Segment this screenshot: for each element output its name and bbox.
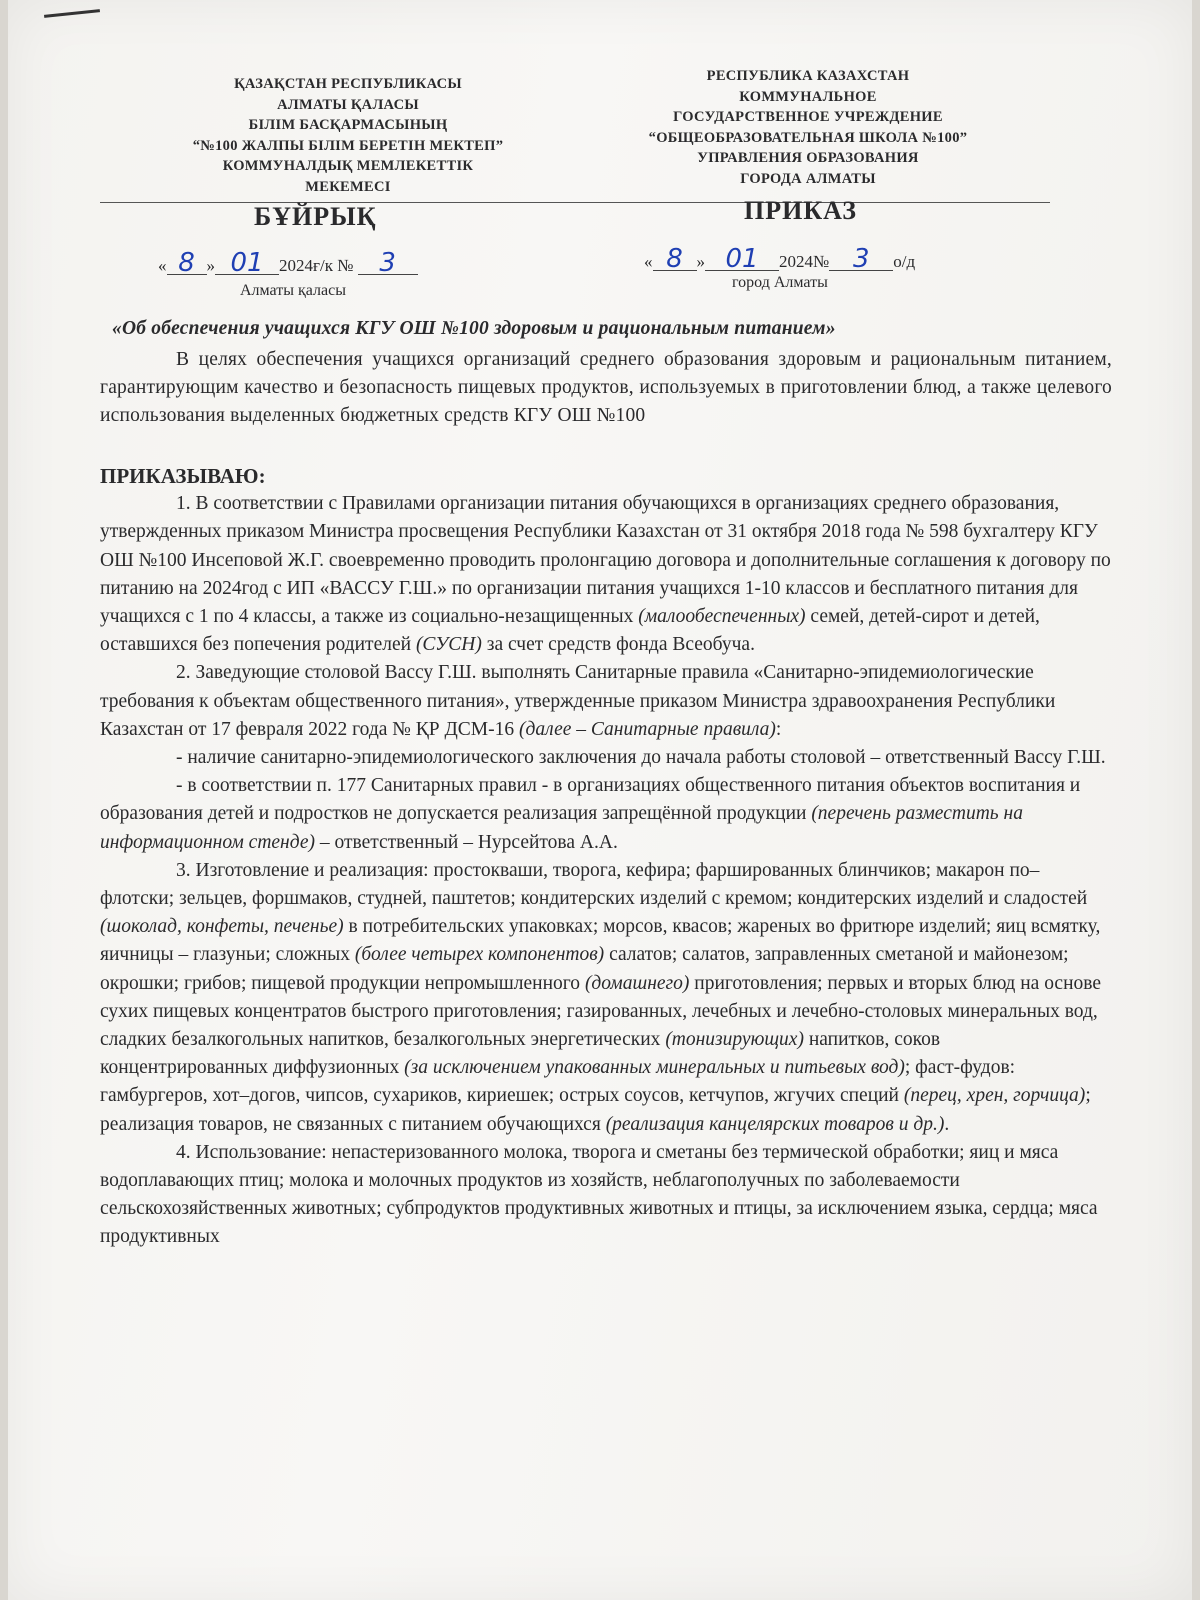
handwritten-day: 8 <box>167 252 207 275</box>
italic-span: (СУСН) <box>415 634 482 656</box>
header-russian-line: ГОСУДАРСТВЕННОЕ УЧРЕЖДЕНИЕ <box>673 109 943 125</box>
header-divider <box>100 202 1050 203</box>
paragraph-2 <box>100 659 1112 744</box>
doc-kind-russian: ПРИКАЗ <box>744 196 858 225</box>
text-span: напитков, соков концентрированных диффузионных <box>100 1029 941 1079</box>
pen-mark <box>44 9 100 18</box>
handwritten-number: 3 <box>829 248 893 271</box>
header-kazakh-line: КОММУНАЛДЫҚ МЕМЛЕКЕТТІК <box>222 158 474 174</box>
order-body <box>100 462 1112 1252</box>
open-quote: « <box>644 252 653 271</box>
close-quote: » <box>206 256 215 275</box>
paragraph-2-item-1: - наличие санитарно-эпидемиологического заключения до начала работы столовой – ответственный Вассу Г.Ш. <box>176 747 1106 769</box>
handwritten-month: 01 <box>705 248 779 271</box>
order-title: «Об обеспечения учащихся КГУ ОШ №100 здоровым и рациональным питанием» <box>112 318 836 339</box>
year-suffix: 2024ғ/к № <box>279 256 354 275</box>
order-number-kazakh <box>158 248 418 278</box>
header-kazakh-line: АЛМАТЫ ҚАЛАСЫ <box>277 96 419 113</box>
italic-span: (за исключением упакованных минеральных и питьевых вод) <box>404 1057 905 1079</box>
italic-span: (более четырех компонентов) <box>354 944 605 966</box>
intro-paragraph <box>100 346 1112 431</box>
text-span: в потребительских упаковках; морсов, квасов; жареных во фритюре изделий; яиц всмятку, яичницы – глазуньи; сложных <box>100 916 1101 966</box>
header-russian-line: РЕСПУБЛИКА КАЗАХСТАН <box>706 68 910 84</box>
header-kazakh-line: БІЛІМ БАСҚАРМАСЫНЫҢ <box>248 117 448 133</box>
intro-text: В целях обеспечения учащихся организаций среднего образования здоровым и рациональным питанием, гарантирующим качество и безопасность пищевых продуктов, используемых в приготовлении блюд, а также целевого использования выделенных бюджетных средств КГУ ОШ №100 <box>100 349 1112 427</box>
text-span: 1. В соответствии с Правилами организации питания обучающихся в организациях среднего образования, утвержденных приказом Министра просвещения Республики Казахстан от 31 октября 2018 года № 598 бухгалтеру КГУ ОШ №100 Инсеповой Ж.Г. своевременно проводить пролонгацию договора и дополнительные соглашения к договору по питанию на 2024год с ИП «ВАССУ Г.Ш.» по организации питания учащихся 1-10 классов и бесплатного питания для учащихся с 1 по 4 классы, а также из социально-незащищенных <box>100 493 1111 628</box>
italic-span: (домашнего) <box>584 972 690 994</box>
text-span: семей, детей-сирот и детей, оставшихся без попечения родителей <box>100 606 1040 656</box>
text-span: 2. Заведующие столовой Вассу Г.Ш. выполнять Санитарные правила «Санитарно-эпидемиологические требования к объектам общественного питания», утвержденные приказом Министра здравоохранения Республики Казахстан от 17 февраля 2022 года № ҚР ДСМ-16 <box>100 662 1056 740</box>
header-russian-line: УПРАВЛЕНИЯ ОБРАЗОВАНИЯ <box>697 150 919 166</box>
italic-span: (далее – Санитарные правила) <box>519 718 776 740</box>
header-russian-line: “ОБЩЕОБРАЗОВАТЕЛЬНАЯ ШКОЛА №100” <box>648 129 968 146</box>
year-prefix: 2024№ <box>779 252 830 271</box>
open-quote: « <box>158 256 167 275</box>
text-span: . <box>944 1113 950 1135</box>
paragraph-4: 4. Использование: непастеризованного молока, творога и сметаны без термической обработки; яиц и мяса водоплавающих птиц; молока и молочных продуктов из хозяйств, неблагополучных по заболеваемости сельскохозяйственных животных; субпродуктов продуктивных животных и птицы, за исключением языка, сердца; мяса продуктивных <box>100 1141 1098 1248</box>
text-span: : <box>775 718 782 740</box>
italic-span: (шоколад, конфеты, печенье) <box>100 916 344 938</box>
paragraph-3 <box>100 857 1112 1139</box>
document-sheet <box>8 0 1192 1600</box>
order-word: ПРИКАЗЫВАЮ: <box>100 464 266 488</box>
header-kazakh-line: ҚАЗАҚСТАН РЕСПУБЛИКАСЫ <box>234 76 462 92</box>
text-span: салатов; салатов, заправленных сметаной и майонезом; окрошки; грибов; пищевой продукции непромышленного <box>100 944 1069 994</box>
header-kazakh <box>128 74 568 197</box>
text-span: ; реализация товаров, не связанных с питанием обучающихся <box>100 1085 1091 1135</box>
doc-kind-kazakh: БҰЙРЫҚ <box>254 202 377 231</box>
handwritten-day: 8 <box>653 248 697 271</box>
city-russian: город Алматы <box>732 274 828 291</box>
italic-span: (перечень разместить на информационном стенде) <box>100 803 1023 853</box>
text-span: за счет средств фонда Всеобуча. <box>481 634 755 656</box>
number-suffix: о/д <box>893 252 916 271</box>
header-kazakh-line: “№100 ЖАЛПЫ БІЛІМ БЕРЕТІН МЕКТЕП” <box>192 137 504 154</box>
italic-span: (тонизирующих) <box>665 1029 804 1051</box>
italic-span: (реализация канцелярских товаров и др.) <box>605 1113 945 1135</box>
header-kazakh-line: МЕКЕМЕСІ <box>305 178 391 195</box>
city-kazakh: Алматы қаласы <box>240 282 346 299</box>
close-quote: » <box>696 252 705 271</box>
paragraph-2-item-2 <box>100 772 1112 857</box>
order-number-russian <box>644 244 916 274</box>
header-russian <box>588 66 1028 189</box>
text-span: приготовления; первых и вторых блюд на основе сухих пищевых концентратов быстрого приготовления; газированных, лечебных и лечебно-столовых минеральных вод, сладких безалкогольных напитков, безалкогольных энергетических <box>100 972 1102 1051</box>
header-russian-line: ГОРОДА АЛМАТЫ <box>740 170 876 187</box>
paragraph-1 <box>100 490 1112 659</box>
text-span: 3. Изготовление и реализация: простокваши, творога, кефира; фаршированных блинчиков; макарон по–флотски; зельцев, форшмаков, студней, паштетов; кондитерских изделий с кремом; кондитерских изделий и сладостей <box>100 859 1088 910</box>
handwritten-number: 3 <box>358 252 418 275</box>
text-span: – ответственный – Нурсейтова А.А. <box>314 831 618 853</box>
handwritten-month: 01 <box>215 252 279 275</box>
header-russian-line: КОММУНАЛЬНОЕ <box>739 88 877 105</box>
italic-span: (малообеспеченных) <box>638 606 806 628</box>
italic-span: (перец, хрен, горчица) <box>903 1085 1086 1107</box>
text-span: - в соответствии п. 177 Санитарных правил - в организациях общественного питания объектов воспитания и образования детей и подростков не допускается реализация запрещённой продукции <box>100 775 1081 825</box>
text-span: ; фаст-фудов: гамбургеров, хот–догов, чипсов, сухариков, кириешек; острых соусов, кетчупов, жгучих специй <box>100 1057 1016 1107</box>
